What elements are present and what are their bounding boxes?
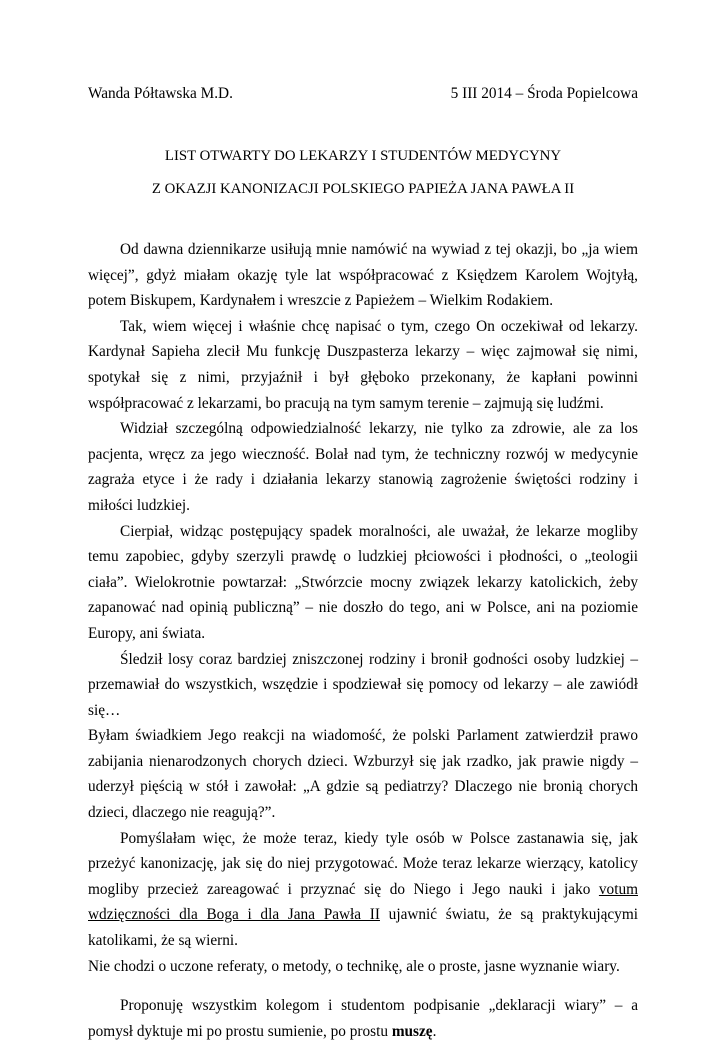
paragraph: [88, 993, 638, 1044]
paragraph: Cierpiał, widząc postępujący spadek moralności, ale uważał, że lekarze mogliby temu zapobiec, gdyby szerzyli prawdę o ludzkiej płciowości i płodności, o „teologii ciała”. Wielokrotnie powtarzał: „Stwórzcie mocny związek lekarzy katolickich, żeby zapanować nad opinią publiczną” – nie doszło do tego, ani w Polsce, ani na poziomie Europy, ani świata.: [88, 522, 638, 642]
paragraph-text: Pomyślałam więc, że może teraz, kiedy tyle osób w Polsce zastanawia się, jak przeżyć kanonizację, jak się do niej przygotować. Może teraz lekarze wierzący, katolicy mogliby przecież zareagować i przyznać się do Niego i Jego nauki i jako: [88, 829, 638, 898]
paragraph-text: Proponuję wszystkim kolegom i studentom podpisanie „deklaracji wiary” – a pomysł dyktuje mi po prostu sumienie, po prostu: [88, 997, 638, 1040]
underlined-phrase: votum wdzięczności dla Boga i dla Jana Pawła II: [88, 880, 638, 924]
title-line-1: LIST OTWARTY DO LEKARZY I STUDENTÓW MEDYCYNY: [164, 148, 562, 164]
title-line-2: Z OKAZJI KANONIZACJI POLSKIEGO PAPIEŻA JANA PAWŁA II: [151, 181, 575, 197]
paragraph: Nie chodzi o uczone referaty, o metody, o technikę, ale o proste, jasne wyznanie wiary.: [88, 957, 620, 975]
paragraph: [88, 826, 638, 954]
paragraph: Tak, wiem więcej i właśnie chcę napisać o tym, czego On oczekiwał od lekarzy. Kardynał Sapieha zlecił Mu funkcję Duszpasterza lekarzy – więc zajmował się nimi, spotykał się z nimi, przyjaźnił i był głęboko przekonany, że kapłani powinni współpracować z lekarzami, bo pracują na tym samym terenie – zajmują się ludźmi.: [88, 317, 638, 412]
paragraph-text: .: [432, 1022, 437, 1040]
letter-body: [88, 237, 638, 1044]
bold-word: muszę: [391, 1022, 433, 1040]
letter-header: [88, 85, 638, 105]
paragraph: Byłam świadkiem Jego reakcji na wiadomość, że polski Parlament zatwierdził prawo zabijania nienarodzonych chorych dzieci. Wzburzył się jak rzadko, jak prawie nigdy – uderzył pięścią w stół i zawołał: „A gdzie są pediatrzy? Dlaczego nie bronią chorych dzieci, dlaczego nie reagują?”.: [88, 727, 638, 822]
letter-date: 5 III 2014 – Środa Popielcowa: [450, 85, 638, 102]
paragraph: Śledził losy coraz bardziej zniszczonej rodziny i bronił godności osoby ludzkiej – przemawiał do wszystkich, wszędzie i spodziewał się pomocy od lekarzy – ale zawiódł się…: [88, 650, 638, 719]
author-name: Wanda Półtawska M.D.: [88, 85, 233, 102]
paragraph: Widział szczególną odpowiedzialność lekarzy, nie tylko za zdrowie, ale za los pacjenta, wręcz za jego wieczność. Bolał nad tym, że techniczny rozwój w medycynie zagraża etyce i że rady i działania lekarzy stanowią zagrożenie świętości rodziny i miłości ludzkiej.: [88, 420, 638, 514]
paragraph-text: ujawnić światu, że są praktykującymi katolikami, że są wierni.: [88, 906, 638, 950]
paragraph: Od dawna dziennikarze usiłują mnie namówić na wywiad z tej okazji, bo „ja wiem więcej”, gdyż miałam okazję tyle lat współpracować z Księdzem Karolem Wojtyłą, potem Biskupem, Kardynałem i wreszcie z Papieżem – Wielkim Rodakiem.: [88, 241, 638, 310]
